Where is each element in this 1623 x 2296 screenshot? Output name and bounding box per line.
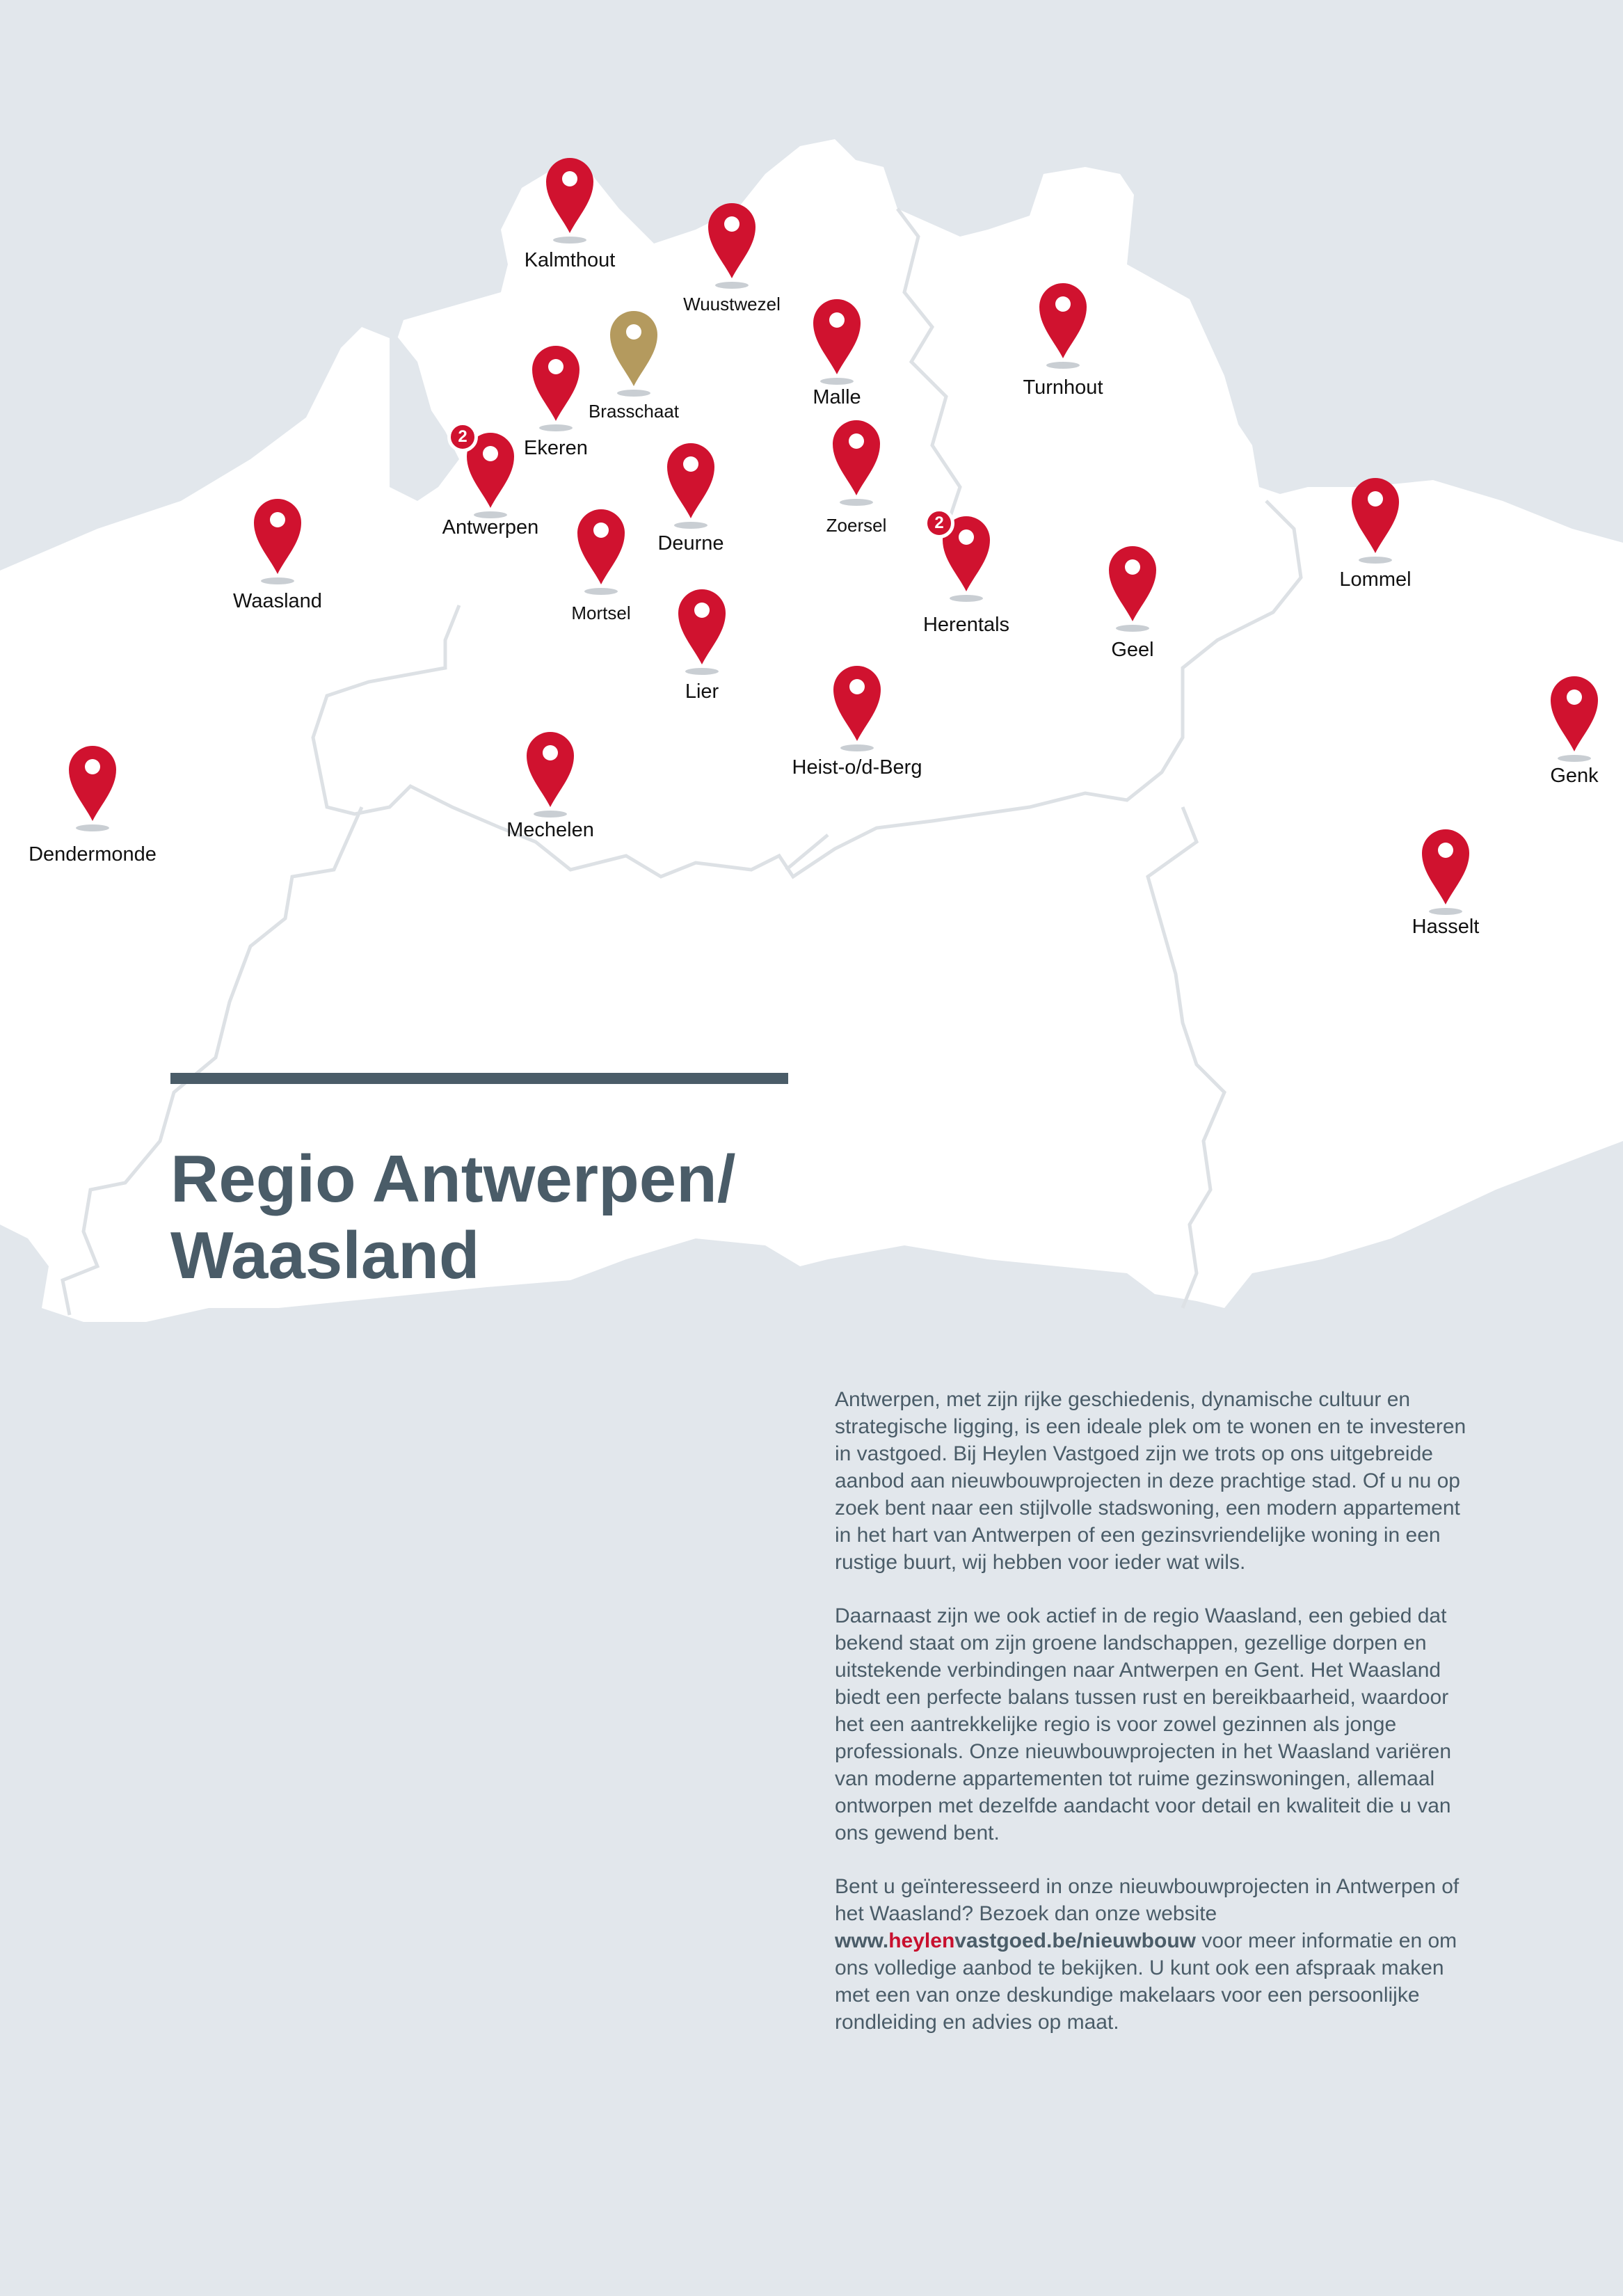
map-pin-waasland[interactable] <box>248 491 307 588</box>
url-prefix: www. <box>835 1929 889 1952</box>
map-pin-ekeren[interactable] <box>527 337 585 435</box>
map-marker-icon <box>521 724 579 821</box>
map-marker-icon <box>248 491 307 588</box>
map-pin-deurne[interactable] <box>662 435 720 532</box>
paragraph-3-start: Bent u geïnteresseerd in onze nieuwbouwprojecten in Antwerpen of het Waasland? Bezoek dan onze website <box>835 1875 1460 1925</box>
map-pin-heist[interactable] <box>828 657 886 755</box>
city-label-heist: Heist-o/d-Berg <box>792 756 922 779</box>
city-label-kalmthout: Kalmthout <box>524 249 616 271</box>
city-label-hasselt: Hasselt <box>1412 916 1480 938</box>
paragraph-3-end: voor meer informatie en om ons volledige aanbod te bekijken. U kunt ook een afspraak maken met een van onze deskundige makelaars voor een persoonlijke rondleiding en advies op maat. <box>835 1929 1457 2034</box>
map-marker-icon <box>673 581 731 678</box>
url-brand: heylen <box>888 1929 955 1952</box>
map-marker-icon <box>605 303 663 400</box>
city-label-herentals: Herentals <box>922 614 1010 636</box>
city-label-ekeren: Ekeren <box>524 437 588 459</box>
city-label-lommel: Lommel <box>1339 568 1412 591</box>
city-label-deurne: Deurne <box>657 532 724 555</box>
map-marker-icon <box>527 337 585 435</box>
project-count-badge-herentals: 2 <box>924 508 954 539</box>
map-marker-icon <box>827 412 886 509</box>
map-marker-icon <box>541 150 599 247</box>
paragraph-3 <box>835 1873 1475 2036</box>
city-label-mechelen: Mechelen <box>506 819 594 841</box>
map-marker-icon <box>1416 821 1475 918</box>
city-label-geel: Geel <box>1111 639 1154 661</box>
map-marker-icon <box>808 291 866 388</box>
city-label-lier: Lier <box>685 680 719 703</box>
title-divider <box>170 1073 788 1084</box>
map-pin-dendermonde[interactable] <box>63 738 122 835</box>
website-link[interactable] <box>835 1929 1196 1952</box>
title-line-1: Regio Antwerpen/ <box>170 1142 736 1216</box>
map-pin-genk[interactable] <box>1545 668 1604 765</box>
city-label-brasschaat: Brasschaat <box>588 401 680 422</box>
project-count-badge-antwerpen: 2 <box>447 422 478 452</box>
map-marker-icon <box>662 435 720 532</box>
city-label-turnhout: Turnhout <box>1023 376 1103 399</box>
map-pin-mortsel[interactable] <box>572 501 630 598</box>
map-pin-geel[interactable] <box>1103 538 1162 635</box>
map-pin-mechelen[interactable] <box>521 724 579 821</box>
map-marker-icon <box>703 195 761 292</box>
map-pin-kalmthout[interactable] <box>541 150 599 247</box>
url-suffix: vastgoed.be/nieuwbouw <box>954 1929 1196 1952</box>
map-pin-brasschaat[interactable] <box>605 303 663 400</box>
map-marker-icon <box>572 501 630 598</box>
paragraph-1: Antwerpen, met zijn rijke geschiedenis, dynamische cultuur en strategische ligging, is een ideale plek om te wonen en te investeren in vastgoed. Bij Heylen Vastgoed zijn we trots op ons uitgebreide aanbod aan nieuwbouwprojecten in deze prachtige stad. Of u nu op zoek bent naar een stijlvolle stadswoning, een modern appartement in het hart van Antwerpen of een gezinsvriendelijke woning in een rustige buurt, wij hebben voor ieder wat wils. <box>835 1388 1466 1574</box>
intro-text <box>835 1386 1475 2062</box>
city-label-antwerpen: Antwerpen <box>442 516 539 539</box>
map-marker-icon <box>1545 668 1604 765</box>
map-marker-icon <box>828 657 886 755</box>
city-label-genk: Genk <box>1550 765 1599 787</box>
page-title <box>170 1141 735 1294</box>
city-label-mortsel: Mortsel <box>571 603 631 623</box>
map-pin-wuustwezel[interactable] <box>703 195 761 292</box>
map-marker-icon <box>1346 470 1405 567</box>
title-line-2: Waasland <box>170 1218 480 1293</box>
paragraph-2: Daarnaast zijn we ook actief in de regio Waasland, een gebied dat bekend staat om zijn groene landschappen, gezellige dorpen en uitstekende verbindingen naar Antwerpen en Gent. Het Waasland biedt een perfecte balans tussen rust en bereikbaarheid, waardoor het een aantrekkelijke regio is voor zowel gezinnen als jonge professionals. Onze nieuwbouwprojecten in het Waasland variëren van moderne appartementen tot ruime gezinswoningen, allemaal ontworpen met dezelfde aandacht voor detail en kwaliteit die u van ons gewend bent. <box>835 1604 1452 1844</box>
city-label-dendermonde: Dendermonde <box>29 843 157 866</box>
map-pin-turnhout[interactable] <box>1034 275 1092 372</box>
map-pin-lier[interactable] <box>673 581 731 678</box>
city-label-zoersel: Zoersel <box>826 515 887 536</box>
map-pin-hasselt[interactable] <box>1416 821 1475 918</box>
map-marker-icon <box>1103 538 1162 635</box>
city-label-waasland: Waasland <box>233 590 322 612</box>
map-pin-malle[interactable] <box>808 291 866 388</box>
map-marker-icon <box>1034 275 1092 372</box>
city-label-wuustwezel: Wuustwezel <box>683 294 781 314</box>
map-pin-zoersel[interactable] <box>827 412 886 509</box>
map-pin-lommel[interactable] <box>1346 470 1405 567</box>
city-label-malle: Malle <box>813 386 861 408</box>
map-marker-icon <box>63 738 122 835</box>
